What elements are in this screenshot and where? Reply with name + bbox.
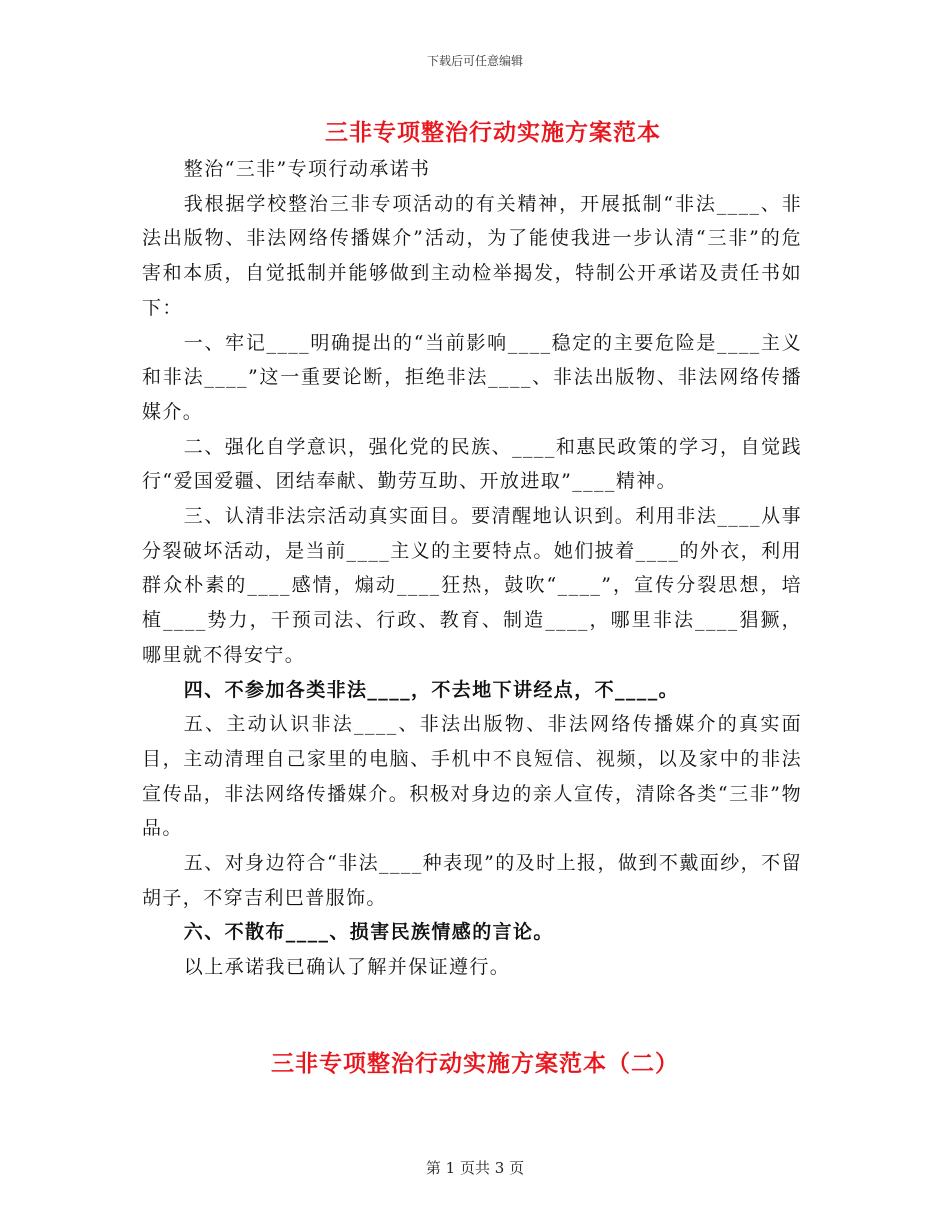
pledge-item-2: 二、强化自学意识，强化党的民族、____和惠民政策的学习，自觉践行“爱国爱疆、团结奉献、勤劳互助、开放进取”____精神。	[142, 435, 802, 493]
page-footer: 第 1 页共 3 页	[425, 1159, 525, 1177]
closing-statement: 以上承诺我已确认了解并保证遵行。	[183, 956, 511, 979]
header-note: 下载后可任意编辑	[426, 54, 523, 68]
pledge-item-6: 六、不散布____、损害民族情感的言论。	[183, 921, 554, 944]
pledge-item-3: 三、认清非法宗活动真实面目。要清醒地认识到。利用非法____从事分裂破坏活动，是当前____主义的主要特点。她们披着____的外衣，利用群众朴素的____感情，煽动____狂热，鼓吹“____”，宣传分裂思想，培植____势力，干预司法、行政、教育、制造____，哪里非法____猖獗，哪里就不得安宁。	[142, 505, 802, 666]
document-body	[142, 152, 802, 985]
second-section-title: 三非专项整治行动实施方案范本（二）	[271, 1050, 679, 1077]
intro-paragraph: 我根据学校整治三非专项活动的有关精神，开展抵制“非法____、非法出版物、非法网络传播媒介”活动，为了能使我进一步认清“三非”的危害和本质，自觉抵制并能够做到主动检举揭发，特制公开承诺及责任书如下：	[142, 192, 802, 319]
pledge-heading: 整治“三非”专项行动承诺书	[183, 158, 431, 180]
pledge-item-1: 一、牢记____明确提出的“当前影响____稳定的主要危险是____主义和非法____”这一重要论断，拒绝非法____、非法出版物、非法网络传播媒介。	[142, 331, 802, 423]
pledge-item-5a: 五、主动认识非法____、非法出版物、非法网络传播媒介的真实面目，主动清理自己家里的电脑、手机中不良短信、视频，以及家中的非法宣传品，非法网络传播媒介。积极对身边的亲人宣传，清除各类“三非”物品。	[142, 713, 802, 840]
pledge-item-5b: 五、对身边符合“非法____种表现”的及时上报，做到不戴面纱，不留胡子，不穿吉利巴普服饰。	[142, 852, 802, 909]
document-title: 三非专项整治行动实施方案范本	[325, 119, 661, 146]
pledge-item-4: 四、不参加各类非法____，不去地下讲经点，不____。	[183, 678, 679, 701]
